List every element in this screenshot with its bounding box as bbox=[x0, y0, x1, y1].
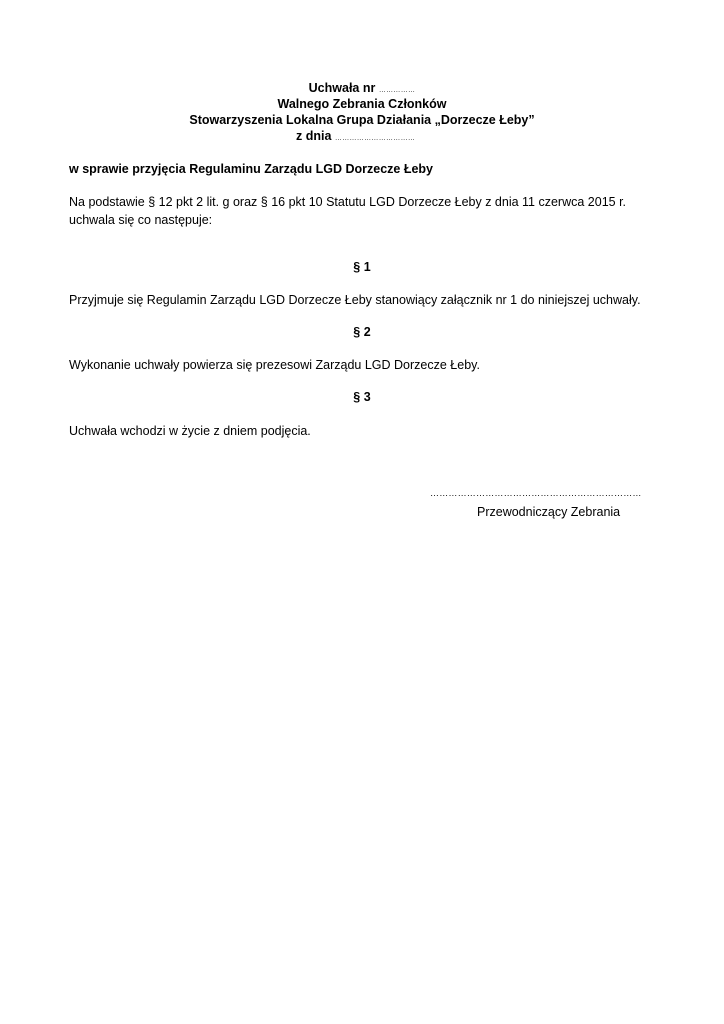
section-heading-2: § 2 bbox=[353, 325, 371, 339]
resolution-organization: Stowarzyszenia Lokalna Grupa Działania „Dorzecze Łeby” bbox=[189, 113, 535, 127]
section-heading-1: § 1 bbox=[353, 260, 371, 274]
resolution-title-prefix: Uchwała nr bbox=[308, 81, 376, 95]
legal-basis-paragraph: Na podstawie § 12 pkt 2 lit. g oraz § 16 pkt 10 Statutu LGD Dorzecze Łeby z dnia 11 czerwca 2015 r. uchwala się co następuje: bbox=[69, 195, 627, 227]
section-text-1: Przyjmuje się Regulamin Zarządu LGD Dorzecze Łeby stanowiący załącznik nr 1 do niniejszej uchwały. bbox=[69, 293, 641, 307]
section-text-3: Uchwała wchodzi w życie z dniem podjęcia. bbox=[69, 424, 311, 438]
section-text-2: Wykonanie uchwały powierza się prezesowi Zarządu LGD Dorzecze Łeby. bbox=[69, 358, 480, 372]
resolution-date-prefix: z dnia bbox=[296, 129, 332, 143]
resolution-number-placeholder: …………… bbox=[378, 87, 416, 94]
section-heading-3: § 3 bbox=[353, 390, 371, 404]
resolution-body-name: Walnego Zebrania Członków bbox=[277, 97, 447, 111]
resolution-subject: w sprawie przyjęcia Regulaminu Zarządu LGD Dorzecze Łeby bbox=[69, 162, 433, 176]
signature-line: …………………………………………………………… bbox=[430, 488, 642, 498]
resolution-date bbox=[296, 128, 415, 147]
signature-title: Przewodniczący Zebrania bbox=[477, 505, 621, 519]
resolution-date-placeholder: …………………………… bbox=[334, 135, 416, 142]
